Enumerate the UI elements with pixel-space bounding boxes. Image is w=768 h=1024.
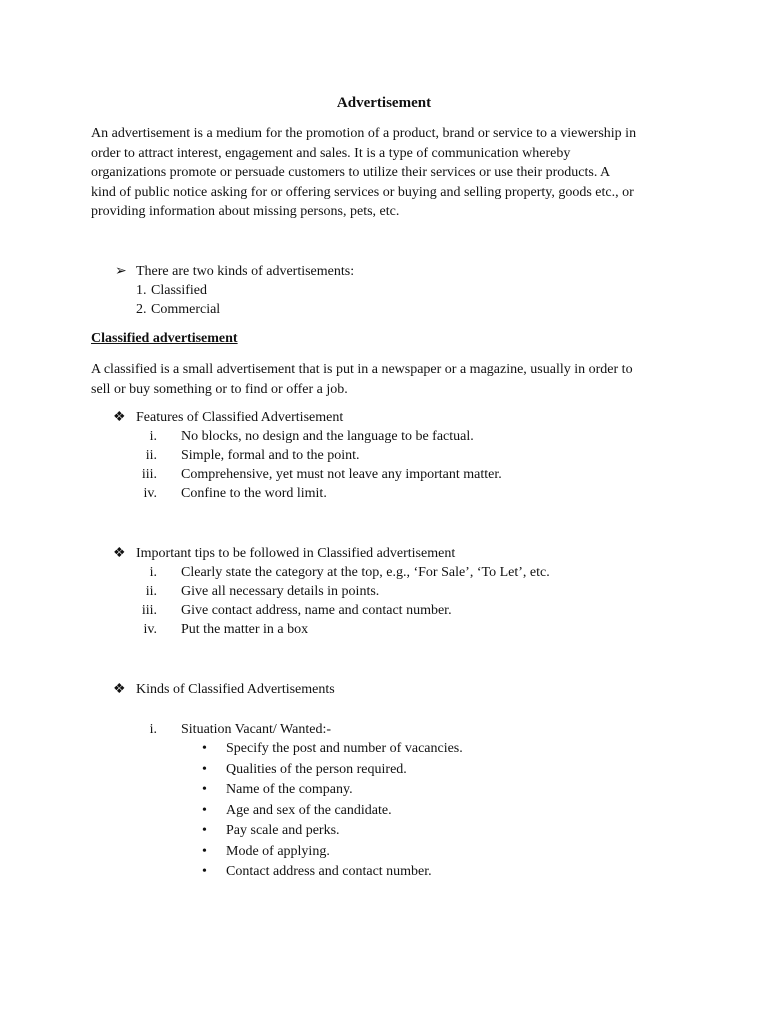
intro-line: organizations promote or persuade customers to utilize their services or use their products. A [91, 165, 611, 180]
kind-bullet-item: Specify the post and number of vacancies. [226, 741, 463, 756]
kinds-item: Classified [151, 283, 207, 298]
dot-bullet-icon: • [202, 803, 207, 818]
roman-numeral: iv. [143, 486, 157, 501]
kinds-item-number: 2. [136, 302, 147, 317]
kinds-classified-title: Kinds of Classified Advertisements [136, 682, 335, 697]
intro-line: An advertisement is a medium for the promotion of a product, brand or service to a viewership in [91, 126, 637, 141]
kind-bullet-item: Age and sex of the candidate. [226, 803, 392, 818]
classified-paragraph [91, 360, 691, 399]
dot-bullet-icon: • [202, 782, 207, 797]
kind-bullet-item: Mode of applying. [226, 844, 330, 859]
kind-bullet-item: Contact address and contact number. [226, 864, 432, 879]
roman-numeral: i. [149, 429, 157, 444]
classified-line: A classified is a small advertisement that is put in a newspaper or a magazine, usually in order to [91, 362, 633, 377]
intro-line: order to attract interest, engagement and sales. It is a type of communication whereby [91, 145, 571, 161]
dot-bullet-icon: • [202, 741, 207, 756]
intro-line: kind of public notice asking for or offering services or buying and selling property, goods etc., or [91, 184, 634, 200]
kind-subheading: Situation Vacant/ Wanted:- [181, 722, 331, 737]
tip-item: Clearly state the category at the top, e.g., ‘For Sale’, ‘To Let’, etc. [181, 565, 550, 580]
features-title: Features of Classified Advertisement [136, 410, 344, 425]
dot-bullet-icon: • [202, 823, 207, 838]
intro-line: providing information about missing persons, pets, etc. [91, 204, 400, 219]
kind-bullet-item: Qualities of the person required. [226, 762, 407, 777]
kind-bullet-item: Name of the company. [226, 782, 353, 797]
arrow-bullet-icon: ➢ [115, 264, 127, 279]
kind-bullet-item: Pay scale and perks. [226, 823, 340, 838]
roman-numeral: ii. [145, 584, 157, 599]
feature-item: Confine to the word limit. [181, 486, 327, 501]
dot-bullet-icon: • [202, 762, 207, 777]
roman-numeral: i. [149, 565, 157, 580]
intro-paragraph [91, 124, 691, 222]
dot-bullet-icon: • [202, 844, 207, 859]
roman-numeral: iii. [141, 467, 157, 482]
tip-item: Give all necessary details in points. [181, 584, 380, 599]
diamond-bullet-icon: ❖ [113, 682, 126, 697]
kinds-item-number: 1. [136, 283, 147, 298]
roman-numeral: i. [149, 722, 157, 737]
feature-item: No blocks, no design and the language to be factual. [181, 429, 474, 444]
tip-item: Put the matter in a box [181, 622, 309, 637]
roman-numeral: iii. [141, 603, 157, 618]
kinds-item: Commercial [151, 302, 221, 317]
tips-title: Important tips to be followed in Classified advertisement [136, 546, 456, 561]
section-heading: Classified advertisement [91, 331, 238, 346]
roman-numeral: iv. [143, 622, 157, 637]
feature-item: Simple, formal and to the point. [181, 448, 360, 463]
roman-numeral: ii. [145, 448, 157, 463]
kinds-intro: There are two kinds of advertisements: [136, 264, 355, 279]
dot-bullet-icon: • [202, 864, 207, 879]
tip-item: Give contact address, name and contact number. [181, 603, 452, 618]
diamond-bullet-icon: ❖ [113, 546, 126, 561]
classified-line: sell or buy something or to find or offer a job. [91, 381, 348, 397]
feature-item: Comprehensive, yet must not leave any important matter. [181, 467, 502, 482]
diamond-bullet-icon: ❖ [113, 410, 126, 425]
page-title: Advertisement [336, 95, 432, 111]
